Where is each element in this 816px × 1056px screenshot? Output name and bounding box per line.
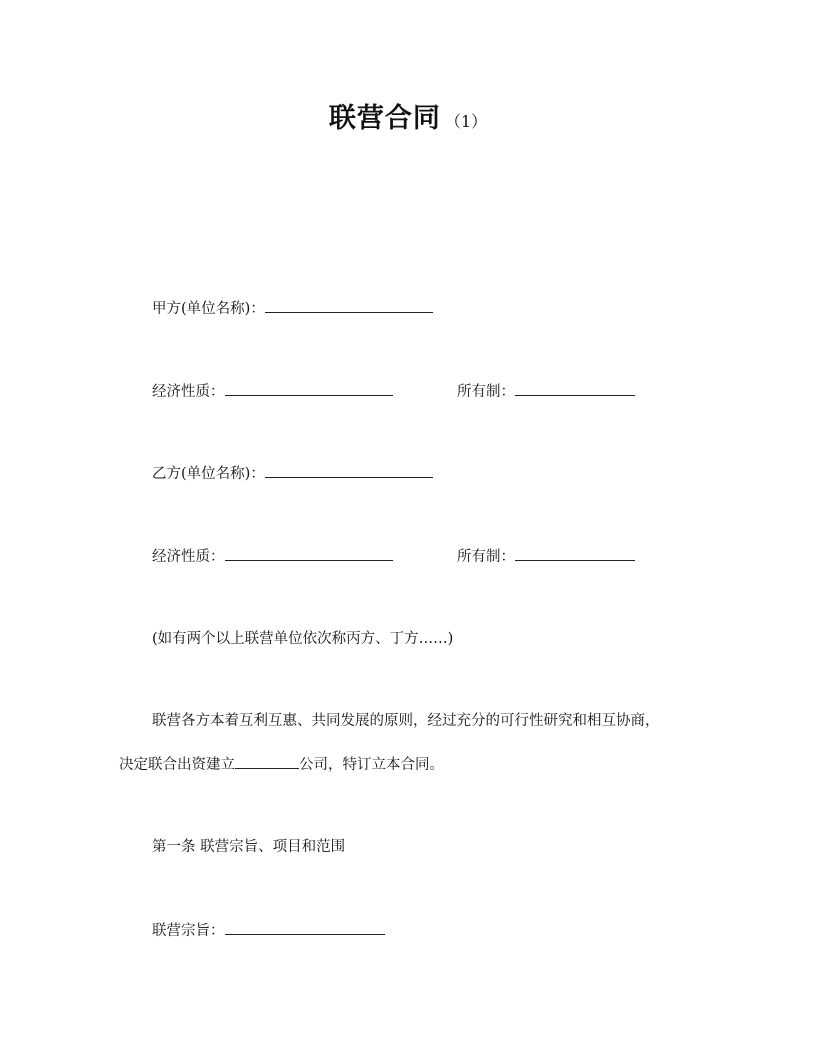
purpose-label: 联营宗旨：: [152, 923, 225, 939]
party-a-ownership-row: [457, 381, 635, 402]
party-b-ownership-blank: [515, 546, 635, 561]
article-1-heading: 第一条 联营宗旨、项目和范围: [152, 839, 346, 855]
title-main: 联营合同: [328, 103, 441, 134]
party-b-nature-blank: [225, 546, 393, 561]
preamble-line-1: 联营各方本着互利互惠、共同发展的原则，经过充分的可行性研究和相互协商，: [152, 713, 660, 729]
party-a-nature-label: 经济性质：: [152, 384, 225, 400]
party-a-ownership-label: 所有制：: [457, 384, 515, 400]
document-title: [0, 96, 816, 135]
company-name-blank: [235, 754, 299, 769]
party-a-nature-row: [152, 381, 393, 402]
purpose-row: [152, 920, 385, 941]
party-b-name-row: [152, 463, 433, 484]
preamble-line-2: [119, 754, 444, 775]
party-b-name-label: 乙方(单位名称)：: [152, 466, 265, 482]
party-b-ownership-row: [457, 546, 635, 567]
title-number: （1）: [444, 112, 488, 131]
party-b-nature-row: [152, 546, 393, 567]
preamble-line-2-end: 公司，特订立本合同。: [299, 757, 444, 773]
party-a-name-label: 甲方(单位名称)：: [152, 301, 265, 317]
additional-parties-note: (如有两个以上联营单位依次称丙方、丁方……): [152, 631, 454, 647]
party-b-ownership-label: 所有制：: [457, 549, 515, 565]
party-a-ownership-blank: [515, 381, 635, 396]
preamble-line-2-start: 决定联合出资建立: [119, 757, 235, 773]
party-b-nature-label: 经济性质：: [152, 549, 225, 565]
party-a-nature-blank: [225, 381, 393, 396]
purpose-blank: [225, 920, 385, 935]
party-a-name-row: [152, 298, 433, 319]
party-a-name-blank: [265, 298, 433, 313]
party-b-name-blank: [265, 463, 433, 478]
